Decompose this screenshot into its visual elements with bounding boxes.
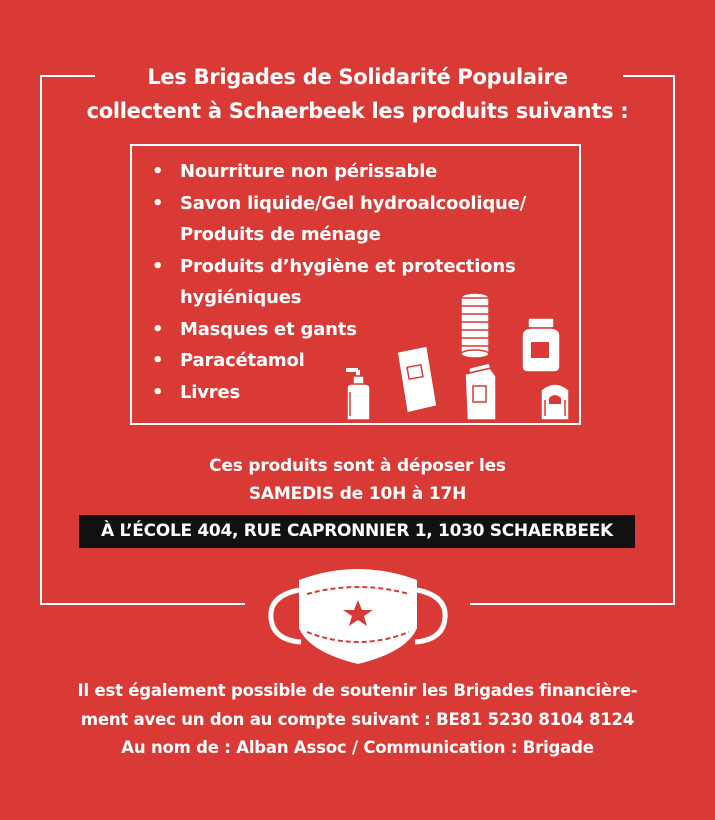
page-title [40,60,675,128]
book-icon [397,346,437,417]
title-line-2: collectent à Schaerbeek les produits suivants : [86,99,629,123]
milk-carton-icon [465,363,496,420]
list-item-text: • Savon liquide/Gel hydroalcoolique/ [180,192,527,214]
address-banner: À L’ÉCOLE 404, RUE CAPRONNIER 1, 1030 SCHAERBEEK [79,515,635,548]
cta-line-1: Ces produits sont à déposer les [209,456,506,476]
list-item-text: • Livres [180,381,240,403]
shampoo-bottle-icon [541,384,569,420]
list-item [150,156,526,188]
face-mask-star-icon [265,558,451,668]
donation-info [20,677,695,763]
drop-off-info [40,452,675,508]
soap-bottle-icon [346,368,370,420]
title-line-1: Les Brigades de Solidarité Populaire [147,65,568,89]
footer-line-3: Au nom de : Alban Assoc / Communication : Brigade [121,738,594,757]
frame-right [673,75,675,605]
list-item [150,188,526,251]
can-stack-icon [461,293,489,358]
footer-line-2: ment avec un don au compte suivant : BE81 5230 8104 8124 [80,709,635,729]
list-item-text: Produits de ménage [180,224,381,245]
frame-bottom-left [40,603,245,605]
list-item-text: • Nourriture non périssable [180,161,438,182]
cta-line-2: SAMEDIS de 10H à 17H [248,484,467,504]
products-illustration [335,288,575,422]
jar-icon [522,318,560,372]
list-item-text: • Masques et gants [180,318,357,340]
list-item-text: • Paracétamol [180,350,305,371]
list-item-text: • Produits d’hygiène et protections [180,255,516,277]
frame-bottom-right [470,603,675,605]
footer-line-1: Il est également possible de soutenir les Brigades financière- [77,681,638,700]
list-item-text: hygiéniques [180,287,302,308]
frame-left [40,75,42,605]
